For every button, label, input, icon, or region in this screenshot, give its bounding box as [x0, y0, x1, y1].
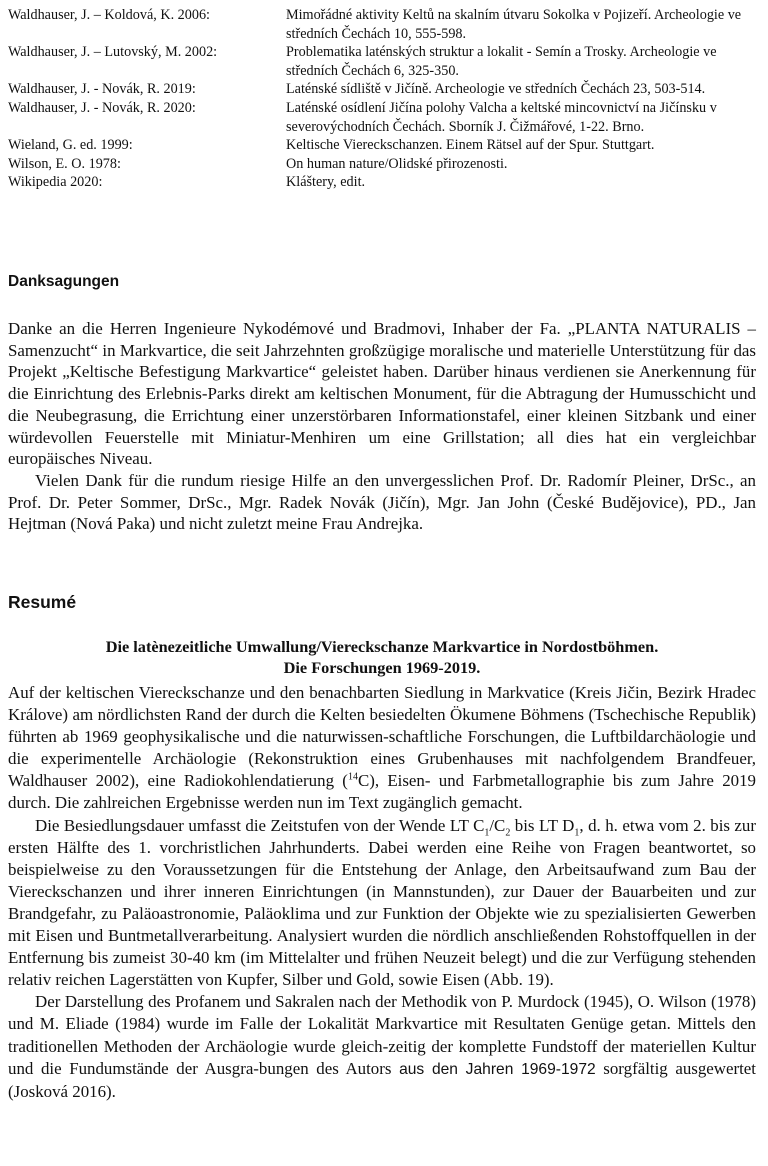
subscript: 2	[505, 826, 511, 838]
reference-author: Wieland, G. ed. 1999:	[8, 137, 133, 154]
resume-paragraph	[8, 991, 756, 1102]
reference-text: On human nature/Olidské přirozenosti.	[286, 155, 508, 172]
reference-list	[8, 6, 756, 192]
reference-text: Laténské osídlení Jičína polohy Valcha a keltské mincovnictví na Jičínsku v severovýchodních Čechách. Sborník J. Čižmářové, 1-22. Brno.	[286, 99, 717, 135]
resume-title-line: Die Forschungen 1969-2019.	[283, 658, 481, 677]
text-run: Der Darstellung des Profanem und Sakralen nach der Methodik von P. Murdock (1945), O. Wilson (1978) und M. Eliade (1984) wurde im Falle der Lokalität Markvartice mit Resultaten Genüge getan. Mittels den traditionellen Methoden der Archäologie wurde gleich-zeitig der komplette Fundstoff der materiellen Kultur und die Fundumstände der Ausgra-bungen des Autors	[8, 992, 756, 1078]
text-run: C), Eisen- und Farbmetallographie bis zum Jahre 2019 durch. Die zahlreichen Ergebnisse werden nun im Text zugänglich gemacht.	[8, 771, 756, 813]
reference-author: Waldhauser, J. - Novák, R. 2020:	[8, 99, 196, 116]
text-run: bis LT D	[510, 815, 575, 835]
reference-entry	[8, 43, 756, 80]
reference-entry	[8, 155, 756, 174]
resume-heading: Resumé	[8, 592, 77, 612]
thanks-paragraph: Vielen Dank für die rundum riesige Hilfe an den unvergesslichen Prof. Dr. Radomír Pleiner, DrSc., an Prof. Dr. Peter Sommer, DrSc., Mgr. Radek Novák (Jičín), Mgr. Jan John (České Budějovice), PD., Jan Hejtman (Nová Paka) und nicht zuletzt meine Frau Andrejka.	[8, 470, 756, 534]
reference-entry	[8, 173, 756, 192]
subscript: 1	[574, 826, 580, 838]
reference-author: Waldhauser, J. – Lutovský, M. 2002:	[8, 44, 218, 61]
reference-author: Wikipedia 2020:	[8, 174, 103, 191]
reference-text: Keltische Viereckschanzen. Einem Rätsel auf der Spur. Stuttgart.	[286, 137, 655, 154]
text-run: sorgfältig ausgewertet (Josková 2016).	[8, 1058, 756, 1101]
reference-text: Mimořádné aktivity Keltů na skalním útvaru Sokolka v Pojizeří. Archeologie ve středních Čechách 10, 555-598.	[286, 7, 742, 42]
reference-author: Wilson, E. O. 1978:	[8, 155, 121, 172]
resume-title-line: Die latènezeitliche Umwallung/Viereckschanze Markvartice in Nordostböhmen.	[105, 637, 659, 656]
text-run: aus den Jahren 1969-1972	[399, 1060, 596, 1078]
thanks-paragraph: Danke an die Herren Ingenieure Nykodémové und Bradmovi, Inhaber der Fa. „PLANTA NATURALIS – Samenzucht“ in Markvartice, die seit Jahrzehnten großzügige moralische und materielle Unterstützung für das Projekt „Keltische Befestigung Markvartice“ geleistet haben. Darüber hinaus verdienen sie Anerkennung für die Einrichtung des Erlebnis-Parks direkt am keltischen Monument, für die Abtragung der Humusschicht und die Neubegrasung, die Errichtung einer unzerstörbaren Informationstafel, einer kleinen Sitzbank und einer würdevollen Feuerstelle mit Miniatur-Menhiren um eine Grillstation; all dies hat ein vergleichbar europäisches Niveau.	[8, 319, 756, 469]
superscript: 14	[347, 771, 358, 783]
text-run: Die Besiedlungsdauer umfasst die Zeitstufen von der Wende LT C	[35, 815, 485, 835]
reference-text: Problematika laténských struktur a lokalit - Semín a Trosky. Archeologie ve středních Čechách 6, 325-350.	[286, 44, 717, 79]
resume-title	[8, 636, 756, 678]
text-run: Auf der keltischen Viereckschanze und den benachbarten Siedlung in Markvatice (Kreis Jičin, Bezirk Hradec Králove) am nördlichsten Rand der durch die Kelten besiedelten Ökumene Böhmens (Tschechische Republik) führten ab 1969 geophysikalische und die naturwissen-schaftliche Forschungen, die Luftbildarchäologie und die experimentelle Archäologie (Rekonstruktion eines Grubenhauses mit nachfolgendem Brandfeuer, Waldhauser 2002), eine Radiokohlendatierung (	[8, 683, 756, 791]
thanks-section	[8, 318, 756, 535]
reference-author: Waldhauser, J. - Novák, R. 2019:	[8, 81, 196, 98]
resume-paragraph	[8, 815, 756, 992]
reference-entry	[8, 80, 756, 99]
reference-text: Kláštery, edit.	[286, 174, 366, 191]
reference-entry	[8, 99, 756, 136]
reference-entry	[8, 136, 756, 155]
reference-text: Laténské sídliště v Jičíně. Archeologie ve středních Čechách 23, 503-514.	[286, 81, 706, 98]
text-run: , d. h. etwa vom 2. bis zur ersten Hälfte des 1. vorchristlichen Jahrhunderts. Dabei werden eine Reihe von Fragen beantwortet, so beispielweise zu den Voraussetzungen für die Entstehung der Anlage, den Arbeitsaufwand zum Bau der Viereckschanzen und ihrer inneren Einrichtungen (in Mannstunden), zur Dauer der Bauarbeiten und zur Brandgefahr, zu Paläoastronomie, Paläoklima und zur Funktion der Objekte wie zu spezialisierten Gewerben mit Eisen und Buntmetallverarbeitung. Analysiert wurden die nördlich anschließenden Rohstoffquellen in der Entfernung bis zumeist 30-40 km (im Mittelalter und frühen Neuzeit belegt) und die zur Verfügung stehenden relativ reichen Lagerstätten von Kupfer, Silber und Gold, sowie Eisen (Abb. 19).	[8, 815, 757, 990]
resume-paragraph	[8, 682, 756, 815]
reference-author: Waldhauser, J. – Koldová, K. 2006:	[8, 7, 211, 23]
reference-entry	[8, 6, 756, 43]
resume-body	[8, 682, 756, 1103]
text-run: /C	[489, 815, 506, 835]
thanks-heading: Danksagungen	[8, 273, 120, 290]
subscript: 1	[484, 826, 490, 838]
